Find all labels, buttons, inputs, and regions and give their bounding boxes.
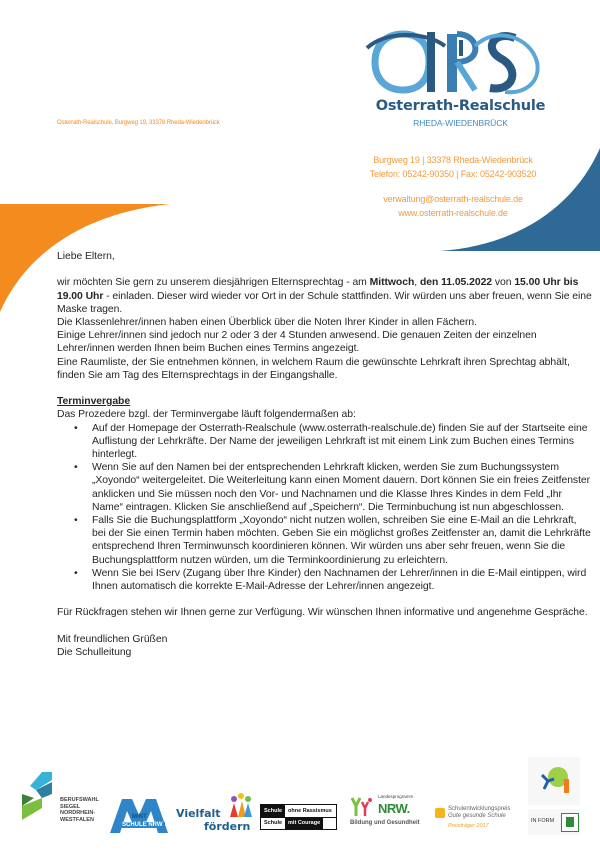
logo-text: MINT (132, 814, 147, 820)
school-name: Osterrath-Realschule (375, 98, 546, 114)
school-city: RHEDA-WIEDENBRÜCK (413, 118, 508, 128)
bullet-icon: • (74, 422, 78, 434)
contact-phone-fax: Telefon: 05242-90350 | Fax: 05242-903520 (369, 169, 537, 179)
green-crest-icon (561, 813, 579, 832)
intro-rest: - einladen. Dieser wird wieder vor Ort in der Schule stattfinden. Wir würden uns aber freuen, wenn Sie eine Maske tragen. (57, 290, 592, 315)
section-heading: Terminvergabe (57, 396, 131, 408)
logo-text: Schule (261, 805, 285, 817)
logo-text: SIEGEL (60, 803, 81, 810)
logo-text: mit Courage (285, 818, 323, 829)
logo-text: Preisträger 2017 (448, 823, 489, 829)
list-item (57, 514, 592, 567)
event-date: den 11.05.2022 (419, 277, 493, 289)
logo-text: fördern (204, 820, 251, 833)
logo-text: Vielfalt (176, 807, 221, 820)
event-time: 15.00 Uhr bis 19.00 Uhr (57, 277, 579, 302)
mint-schule-logo (110, 797, 168, 833)
letter-body (57, 250, 592, 659)
regards: Mit freundlichen Grüßen (57, 633, 168, 645)
berufswahl-siegel-logo (22, 772, 107, 832)
figures-icon (350, 794, 374, 818)
sender-line: Osterrath-Realschule, Burgweg 19, 33378 Rheda-Wiedenbrück (57, 120, 220, 126)
intro-comma: , (414, 277, 420, 289)
logo-text: Schule (261, 818, 285, 829)
closing-paragraph: Für Rückfragen stehen wir Ihnen gerne zur Verfügung. Wir wünschen Ihnen informative und angenehme Gespräche. (57, 607, 588, 619)
section-intro: Das Prozedere bzgl. der Terminvergabe läuft folgendermaßen ab: (57, 409, 356, 421)
contact-email[interactable]: verwaltung@osterrath-realschule.de (383, 194, 523, 204)
list-item-text: Wenn Sie auf den Namen bei der entsprechenden Lehrkraft klicken, werden Sie zum Buchungssystem „Xoyondo“ weitergeleitet. Die Weiterleitung kann einen Moment dauern. Dort können Sie ein freies Zeitfenster anklicken und Sie müssen noch den Vor- und Nachnamen und die Klasse Ihres Kindes in dem Feld „Ihr Name“ eintragen. Klicken Sie anschließend auf „Speichern“. Die Terminbuchung ist nun abgeschlossen. (92, 462, 591, 513)
schule-ohne-rassismus-logo (260, 804, 337, 830)
list-item (57, 567, 592, 593)
list-item (57, 461, 592, 514)
logo-text: NORDRHEIN- (60, 810, 96, 816)
logo-text: IN FORM (531, 818, 555, 824)
logo-text: NRW. (378, 801, 410, 816)
vielfalt-foerdern-logo (176, 793, 256, 833)
signature: Die Schulleitung (57, 647, 132, 659)
nrw-bildung-gesundheit-logo (350, 792, 432, 832)
apple-runner-icon (528, 757, 580, 805)
logo-text: Schulentwicklungspreis (448, 806, 511, 812)
logo-text: Bildung und Gesundheit (350, 820, 420, 826)
intro-von: von (492, 277, 515, 289)
bullet-icon: • (74, 515, 78, 527)
teacher-hours-paragraph: Einige Lehrer/innen sind jedoch nur 2 oder 3 der 4 Stunden anwesend. Die genauen Zeiten der einzelnen Lehrer/innen werden Ihnen beim Buchen eines Termins angezeigt. (57, 330, 537, 355)
contact-website[interactable]: www.osterrath-realschule.de (398, 208, 508, 218)
logo-text: Landesprogramm (378, 794, 414, 799)
logo-text: ohne Rassismus (288, 808, 332, 814)
schulentwicklungspreis-logo (435, 806, 525, 836)
room-list-paragraph: Eine Raumliste, der Sie entnehmen können, in welchem Raum die gewünschte Lehrkraft ihren Sprechtag abhält, finden Sie am Tag des Elternsprechtags in der Eingangshalle. (57, 356, 570, 381)
berufswahl-logo-icon (22, 772, 54, 822)
school-logo (365, 26, 555, 98)
logo-text: SCHULE NRW (122, 822, 163, 828)
arrow-icon (435, 808, 445, 818)
logo-text: BERUFSWAHL (60, 797, 99, 803)
procedure-list (57, 422, 592, 594)
intro-text: wir möchten Sie gern zu unserem diesjährigen Elternsprechtag - am (57, 277, 370, 289)
list-item (57, 422, 592, 462)
bullet-icon: • (74, 462, 78, 474)
schule-bewegt-logo (528, 757, 580, 805)
contact-address: Burgweg 19 | 33378 Rheda-Wiedenbrück (373, 155, 533, 165)
class-teacher-paragraph: Die Klassenlehrer/innen haben einen Überblick über die Noten Ihrer Kinder in allen Fächern. (57, 317, 477, 328)
hands-icon (226, 793, 252, 819)
bullet-icon: • (74, 567, 78, 579)
logo-text: Gute gesunde Schule (448, 813, 506, 819)
in-form-logo (528, 809, 580, 835)
ors-logo-icon (365, 26, 555, 98)
intro-paragraph (57, 276, 592, 316)
salutation: Liebe Eltern, (57, 251, 115, 262)
list-item-text: Falls Sie die Buchungsplattform „Xoyondo“ nicht nutzen wollen, schreiben Sie eine E-Mail an die Lehrkraft, bei der Sie einen Termin haben möchten. Geben Sie ein möglichst großes Zeitfenster an, damit die Lehrkräfte entsprechend Ihren Terminwunsch koordinieren können. Wir würden uns aber sehr freuen, wenn Sie die Buchungsplattform nutzen würden, um die Terminkoordinierung zu erleichtern. (92, 515, 591, 566)
logo-text: WESTFALEN (60, 816, 94, 823)
list-item-text: Auf der Homepage der Osterrath-Realschule (www.osterrath-realschule.de) finden Sie auf der Startseite eine Auflistung der Lehrkräfte. Der Name der jeweiligen Lehrkraft ist mit einem Link zum Buchen eines Termins hinterlegt. (92, 422, 588, 461)
event-day: Mittwoch (369, 277, 415, 289)
list-item-text: Wenn Sie bei IServ (Zugang über Ihre Kinder) den Nachnamen der Lehrer/innen in die E-Mail eintippen, wird Ihnen automatisch die korrekte E-Mail-Adresse der Lehrer/innen angezeigt. (92, 567, 587, 593)
